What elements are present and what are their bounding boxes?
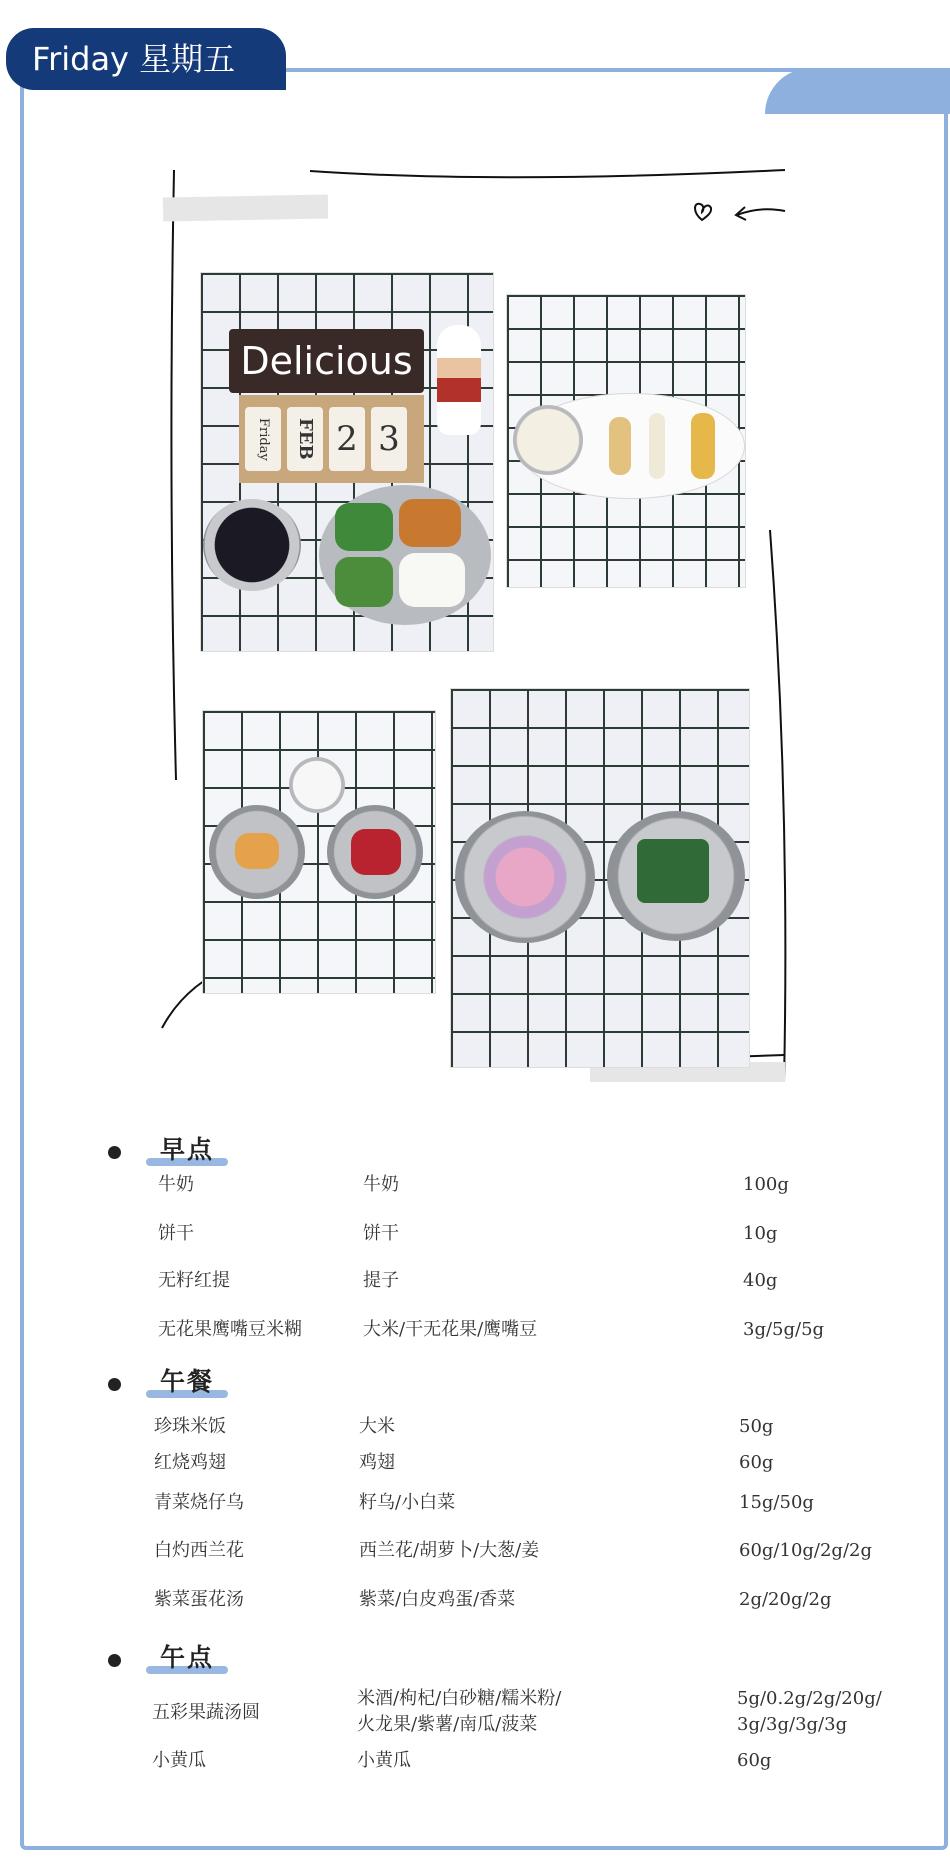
amount: 15g/50g	[739, 1492, 814, 1513]
section-header-lunch	[108, 1362, 308, 1402]
greens-dish	[335, 557, 393, 607]
soup-bowl	[203, 499, 301, 591]
amount: 10g	[743, 1223, 778, 1244]
ingredients: 大米	[359, 1416, 395, 1437]
cookies	[235, 833, 279, 869]
rice-dish	[399, 553, 465, 607]
section-header-snack	[108, 1638, 308, 1678]
ingredients: 提子	[363, 1270, 399, 1291]
ingredients: 鸡翅	[359, 1452, 395, 1473]
day-badge: Friday 星期五	[6, 28, 286, 90]
amount: 60g	[739, 1452, 774, 1473]
date-tag-month	[287, 407, 323, 471]
dish-name: 青菜烧仔乌	[154, 1492, 244, 1513]
dish-name: 饼干	[158, 1223, 194, 1244]
amount: 2g/20g/2g	[739, 1589, 832, 1610]
date-tag-month-text: FEB	[295, 418, 316, 460]
grape-plate	[327, 805, 423, 899]
section-title: 午点	[160, 1643, 215, 1672]
chickpeas	[691, 413, 715, 479]
date-tag-day-text: Friday	[256, 417, 271, 461]
date-tag-day	[245, 407, 281, 471]
food-tray	[319, 485, 491, 625]
chef-figurine	[437, 325, 481, 435]
amount: 5g/0.2g/2g/20g/ 3g/3g/3g/3g	[737, 1688, 882, 1735]
bullet-icon	[108, 1378, 121, 1391]
amount: 3g/5g/5g	[743, 1319, 825, 1340]
amount: 100g	[743, 1174, 789, 1195]
dish-name: 牛奶	[158, 1174, 194, 1195]
chalkboard-sign	[229, 329, 424, 393]
cucumber-bowl	[607, 811, 745, 941]
red-grapes	[351, 829, 401, 875]
section-title: 午餐	[160, 1367, 215, 1396]
milk-cup	[513, 405, 583, 475]
dish-name: 无籽红提	[158, 1270, 230, 1291]
chalkboard-text: Delicious	[240, 339, 413, 383]
dish-name: 白灼西兰花	[154, 1540, 244, 1561]
tangyuan-bowl	[455, 811, 595, 943]
photo-snack-plates	[202, 710, 436, 994]
ingredients: 饼干	[363, 1223, 399, 1244]
ingredients: 米酒/枸杞/白砂糖/糯米粉/ 火龙果/紫薯/南瓜/菠菜	[357, 1688, 562, 1735]
amount: 50g	[739, 1416, 774, 1437]
bullet-icon	[108, 1146, 121, 1159]
dish-name: 无花果鹰嘴豆米糊	[158, 1319, 302, 1340]
dish-name: 红烧鸡翅	[154, 1452, 226, 1473]
section-title: 早点	[160, 1135, 215, 1164]
yogurt-cup	[289, 757, 345, 813]
ingredients: 西兰花/胡萝卜/大葱/姜	[359, 1540, 540, 1561]
dish-name: 五彩果蔬汤圆	[152, 1702, 260, 1723]
bullet-icon	[108, 1654, 121, 1667]
cucumber-pieces	[637, 839, 709, 903]
section-header-breakfast	[108, 1130, 308, 1170]
photo-dessert-bowls	[450, 688, 750, 1068]
rice-grains	[649, 413, 665, 479]
ingredients: 牛奶	[363, 1174, 399, 1195]
ingredients: 大米/干无花果/鹰嘴豆	[363, 1319, 538, 1340]
amount: 60g/10g/2g/2g	[739, 1540, 872, 1561]
photo-breakfast-plate	[506, 294, 746, 588]
date-tag-digit-2	[371, 407, 407, 471]
date-tag-digit-1	[329, 407, 365, 471]
dish-name: 紫菜蛋花汤	[154, 1589, 244, 1610]
cookie-plate	[209, 805, 305, 899]
broccoli-dish	[335, 503, 393, 551]
dish-name: 小黄瓜	[152, 1750, 206, 1771]
date-tag-digit-1-text: 2	[336, 419, 358, 459]
ingredients: 籽乌/小白菜	[359, 1492, 456, 1513]
tape-strip-top	[163, 195, 328, 222]
photo-lunch-tray	[200, 272, 494, 652]
heart-arrow-icon	[690, 198, 790, 228]
biscuits	[609, 417, 631, 475]
amount: 40g	[743, 1270, 778, 1291]
date-tag-digit-2-text: 3	[378, 419, 400, 459]
ingredients: 紫菜/白皮鸡蛋/香菜	[359, 1589, 516, 1610]
amount: 60g	[737, 1750, 772, 1771]
ingredients: 小黄瓜	[357, 1750, 411, 1771]
chicken-wings-dish	[399, 499, 461, 547]
dish-name: 珍珠米饭	[154, 1416, 226, 1437]
